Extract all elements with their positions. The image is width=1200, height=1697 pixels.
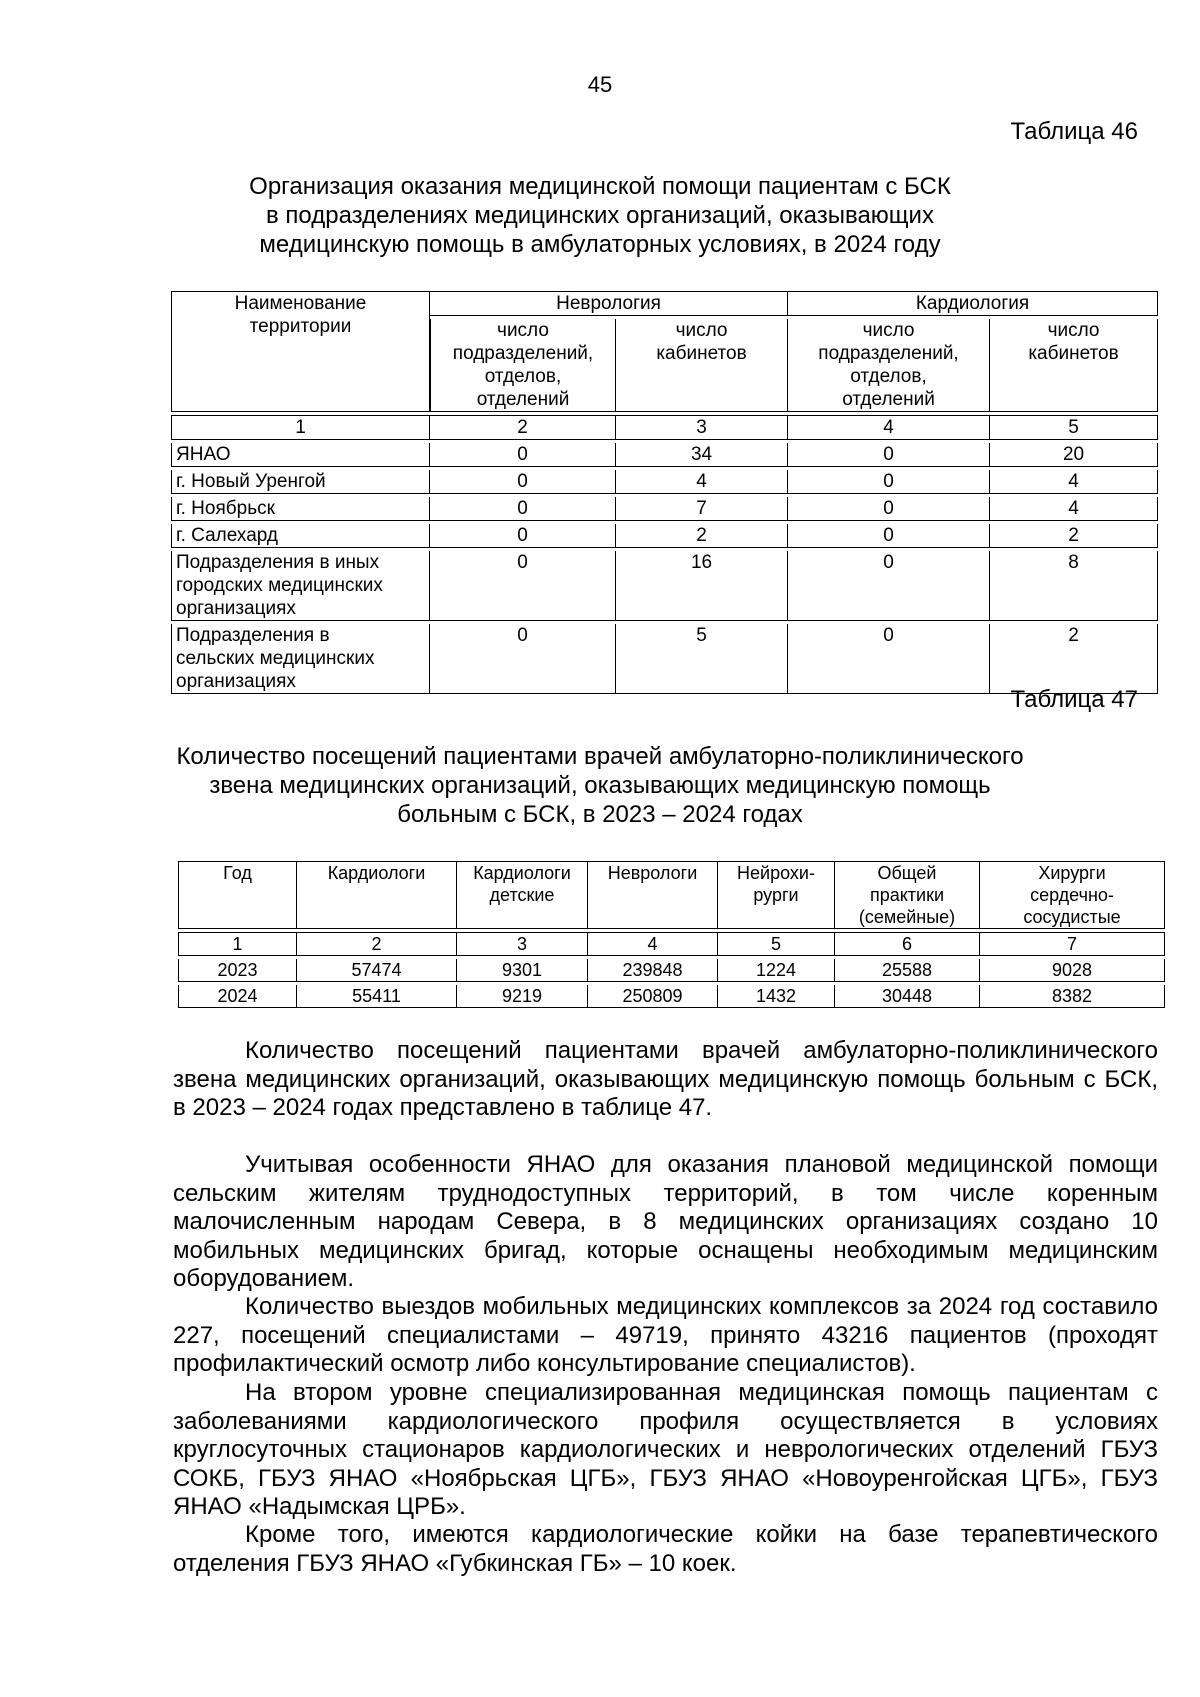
- header-line: число: [1047, 320, 1100, 341]
- value-cell: 8382: [980, 985, 1165, 1008]
- paragraph: [173, 1293, 1158, 1379]
- paragraph-text: На втором уровне специализированная медицинская помощь пациентам с заболеваниями кардиологического профиля осуществляется в условиях круглосуточных стационаров кардиологических и неврологических отделений ГБУЗ СОКБ, ГБУЗ ЯНАО «Ноябрьская ЦГБ», ГБУЗ ЯНАО «Новоуренгойская ЦГБ», ГБУЗ ЯНАО «Надымская ЦРБ».: [173, 1379, 1158, 1520]
- territory-line: организациях: [176, 598, 296, 619]
- header-line: Общей: [877, 863, 937, 883]
- territory-line: ЯНАО: [176, 444, 231, 465]
- header-line: отделений: [842, 389, 935, 410]
- paragraph-text: Кроме того, имеются кардиологические койки на базе терапевтического отделения ГБУЗ ЯНАО «Губкинская ГБ» – 10 коек.: [173, 1521, 1158, 1577]
- value-cell: 2: [990, 624, 1158, 694]
- header-line: Хирурги: [1038, 863, 1106, 883]
- table-row: [171, 497, 1158, 521]
- paragraph-text: Количество выездов мобильных медицинских комплексов за 2024 год составило 227, посещений специалистами – 49719, принято 43216 пациентов (проходят профилактический осмотр либо консультирование специалистов).: [173, 1293, 1158, 1377]
- column-number: 1: [178, 932, 297, 956]
- paragraph: [173, 1037, 1158, 1123]
- value-cell: 0: [430, 551, 616, 621]
- column-header: [178, 861, 297, 929]
- header-line: детские: [489, 885, 555, 905]
- paragraph: [173, 1151, 1158, 1294]
- table-47: [178, 858, 1165, 1011]
- column-number: 3: [616, 415, 788, 440]
- column-number-row: [171, 415, 1158, 440]
- column-number: 2: [297, 932, 457, 956]
- value-cell: 4: [990, 497, 1158, 521]
- column-header: [457, 861, 588, 929]
- value-cell: 8: [990, 551, 1158, 621]
- paragraph-text: Учитывая особенности ЯНАО для оказания плановой медицинской помощи сельским жителям труднодоступных территорий, в том числе коренным малочисленным народам Севера, в 8 медицинских организациях создано 10 мобильных медицинских бригад, которые оснащены необходимым медицинским оборудованием.: [173, 1151, 1158, 1292]
- header-line: практики: [869, 885, 945, 905]
- title-line: больным с БСК, в 2023 – 2024 годах: [397, 801, 803, 828]
- header-line: отделений: [476, 389, 570, 410]
- territory-line: городских медицинских: [176, 575, 383, 596]
- value-cell: 239848: [588, 959, 718, 982]
- header-line: территории: [249, 316, 352, 337]
- header-line: (семейные): [858, 907, 956, 927]
- column-number: 4: [588, 932, 718, 956]
- column-header: [980, 861, 1165, 929]
- column-number: 6: [835, 932, 980, 956]
- header-line: Год: [223, 863, 252, 883]
- header-line: сердечно-: [1030, 885, 1114, 905]
- header-line: отделов,: [484, 366, 562, 387]
- paragraph: [173, 1521, 1158, 1578]
- column-header: [835, 861, 980, 929]
- header-line: кабинетов: [656, 343, 747, 364]
- territory-line: Подразделения в иных: [176, 552, 380, 573]
- territory-line: сельских медицинских: [176, 648, 375, 669]
- paragraph: [173, 1379, 1158, 1522]
- header-neuro-rooms: [616, 319, 788, 412]
- value-cell: 16: [616, 551, 788, 621]
- territory-line: г. Салехард: [176, 525, 278, 546]
- column-header: [297, 861, 457, 929]
- territory-cell: [171, 470, 430, 494]
- title-line: Количество посещений пациентами врачей амбулаторно-поликлинического: [176, 743, 1024, 770]
- header-line: Наименование: [234, 293, 367, 314]
- value-cell: 2: [616, 524, 788, 548]
- value-cell: 0: [788, 497, 990, 521]
- column-number-row: [178, 932, 1165, 956]
- header-line: отделов,: [850, 366, 927, 387]
- territory-cell: [171, 524, 430, 548]
- header-line: число: [497, 320, 549, 341]
- territory-cell: [171, 443, 430, 467]
- table-row: [178, 959, 1165, 982]
- header-line: Кардиологи: [473, 863, 571, 883]
- table-row: [178, 985, 1165, 1008]
- value-cell: 2: [990, 524, 1158, 548]
- header-territory: [171, 291, 430, 412]
- value-cell: 2023: [178, 959, 297, 982]
- header-neurology: Неврология: [430, 291, 788, 316]
- territory-line: Подразделения в: [176, 625, 330, 646]
- value-cell: 0: [430, 524, 616, 548]
- paragraph-text: Количество посещений пациентами врачей амбулаторно-поликлинического звена медицинских организаций, оказывающих медицинскую помощь больным с БСК, в 2023 – 2024 годах представлено в таблице 47.: [173, 1037, 1158, 1121]
- value-cell: 20: [990, 443, 1158, 467]
- header-line: кабинетов: [1028, 343, 1119, 364]
- value-cell: 1224: [718, 959, 835, 982]
- value-cell: 250809: [588, 985, 718, 1008]
- value-cell: 0: [430, 497, 616, 521]
- value-cell: 0: [430, 624, 616, 694]
- value-cell: 4: [990, 470, 1158, 494]
- header-cardio-units: [788, 319, 990, 412]
- header-cardiology: Кардиология: [788, 291, 1158, 316]
- header-line: подразделений,: [452, 343, 594, 364]
- header-row: [178, 861, 1165, 929]
- value-cell: 9219: [457, 985, 588, 1008]
- table-row: [171, 524, 1158, 548]
- value-cell: 4: [616, 470, 788, 494]
- table-46: [171, 288, 1158, 697]
- table-46-label: Таблица 46: [1010, 118, 1138, 145]
- value-cell: 0: [788, 443, 990, 467]
- value-cell: 9028: [980, 959, 1165, 982]
- column-number: 5: [990, 415, 1158, 440]
- value-cell: 0: [430, 443, 616, 467]
- value-cell: 25588: [835, 959, 980, 982]
- value-cell: 1432: [718, 985, 835, 1008]
- column-number: 3: [457, 932, 588, 956]
- value-cell: 0: [788, 624, 990, 694]
- title-line: Организация оказания медицинской помощи пациентам с БСК: [249, 173, 951, 200]
- table-row: [171, 551, 1158, 621]
- table-row: [171, 470, 1158, 494]
- header-line: сосудистые: [1023, 907, 1121, 927]
- value-cell: 0: [788, 470, 990, 494]
- title-line: звена медицинских организаций, оказывающих медицинскую помощь: [209, 772, 991, 799]
- value-cell: 57474: [297, 959, 457, 982]
- territory-line: г. Новый Уренгой: [176, 471, 326, 492]
- table-47-label: Таблица 47: [1010, 686, 1138, 713]
- value-cell: 7: [616, 497, 788, 521]
- value-cell: 55411: [297, 985, 457, 1008]
- header-neuro-units: [430, 319, 616, 412]
- header-line: Неврологи: [607, 863, 698, 883]
- value-cell: 0: [788, 524, 990, 548]
- value-cell: 34: [616, 443, 788, 467]
- header-line: число: [675, 320, 728, 341]
- title-line: в подразделениях медицинских организаций, оказывающих: [266, 202, 934, 229]
- territory-line: г. Ноябрьск: [176, 498, 275, 519]
- value-cell: 0: [430, 470, 616, 494]
- value-cell: 30448: [835, 985, 980, 1008]
- territory-cell: [171, 497, 430, 521]
- territory-line: организациях: [176, 671, 296, 692]
- territory-cell: [171, 551, 430, 621]
- territory-cell: [171, 624, 430, 694]
- title-line: медицинскую помощь в амбулаторных условиях, в 2024 году: [259, 231, 941, 258]
- header-line: число: [862, 320, 915, 341]
- header-line: Кардиологи: [327, 863, 426, 883]
- value-cell: 5: [616, 624, 788, 694]
- header-line: подразделений,: [818, 343, 959, 364]
- table-47-title: [120, 742, 1080, 829]
- value-cell: 9301: [457, 959, 588, 982]
- header-line: рурги: [753, 885, 799, 905]
- column-header: [718, 861, 835, 929]
- page-number: 45: [587, 72, 613, 97]
- column-number: 2: [430, 415, 616, 440]
- value-cell: 2024: [178, 985, 297, 1008]
- column-number: 4: [788, 415, 990, 440]
- header-cardio-rooms: [990, 319, 1158, 412]
- table-46-title: [120, 172, 1080, 259]
- table-row: [171, 624, 1158, 694]
- column-number: 1: [171, 415, 430, 440]
- column-number: 5: [718, 932, 835, 956]
- header-line: Нейрохи-: [737, 863, 815, 883]
- table-row: [171, 443, 1158, 467]
- column-number: 7: [980, 932, 1165, 956]
- column-header: [588, 861, 718, 929]
- value-cell: 0: [788, 551, 990, 621]
